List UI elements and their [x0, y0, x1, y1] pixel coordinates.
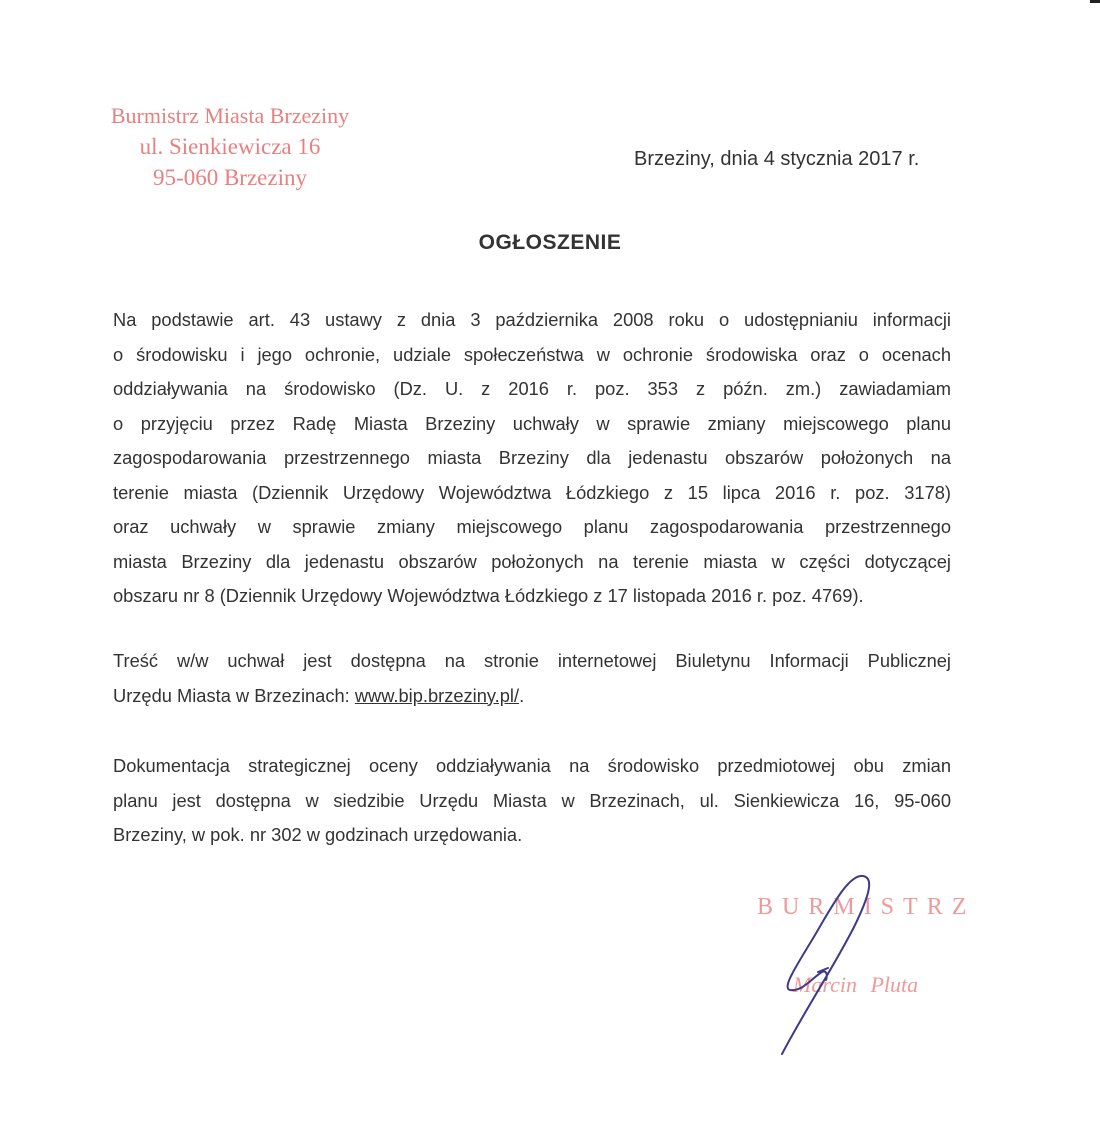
paragraph-documentation	[113, 749, 951, 853]
text-line: oraz uchwały w sprawie zmiany miejscowego planu zagospodarowania przestrzennego	[113, 516, 951, 537]
text-line: Na podstawie art. 43 ustawy z dnia 3 października 2008 roku o udostępnianiu informacji	[113, 309, 951, 330]
text-line: o środowisku i jego ochronie, udziale społeczeństwa w ochronie środowiska oraz o ocenach	[113, 343, 951, 365]
paragraph-announcement	[113, 303, 951, 614]
bip-website-link[interactable]: www.bip.brzeziny.pl/	[354, 684, 520, 706]
signature-stroke	[782, 876, 869, 1054]
text-line: Dokumentacja strategicznej oceny oddziaływania na środowisko przedmiotowej obu zmian	[113, 755, 951, 776]
office-address-stamp	[100, 100, 360, 193]
paragraph-availability	[113, 644, 951, 713]
stamp-office-name: Burmistrz Miasta Brzeziny	[110, 103, 350, 128]
text-line: zagospodarowania przestrzennego miasta Brzeziny dla jedenastu obszarów położonych na	[113, 447, 951, 468]
text-line: miasta Brzeziny dla jedenastu obszarów położonych na terenie miasta w części dotyczącej	[113, 550, 951, 572]
scan-artifact	[1090, 0, 1100, 3]
text-line: obszaru nr 8 (Dziennik Urzędowy Województwa Łódzkiego z 17 listopada 2016 r. poz. 4769).	[113, 585, 864, 606]
text-line: oddziaływania na środowisko (Dz. U. z 2016 r. poz. 353 z późn. zm.) zawiadamiam	[113, 378, 951, 399]
text-line: Brzeziny, w pok. nr 302 w godzinach urzędowania.	[113, 824, 523, 845]
text-line: terenie miasta (Dziennik Urzędowy Województwa Łódzkiego z 15 lipca 2016 r. poz. 3178)	[113, 481, 951, 503]
stamp-postal-city: 95-060 Brzeziny	[153, 165, 307, 190]
signature-stamp-name: Marcin Pluta	[793, 972, 919, 997]
text-fragment: .	[519, 684, 525, 706]
text-line: planu jest dostępna w siedzibie Urzędu Miasta w Brzezinach, ul. Sienkiewicza 16, 95-060	[113, 789, 951, 811]
document-title: OGŁOSZENIE	[478, 231, 622, 254]
handwritten-signature	[760, 870, 900, 1060]
signature-stamp-title: BURMISTRZ	[757, 894, 976, 920]
text-line: Treść w/w uchwał jest dostępna na stronie internetowej Biuletynu Informacji Publicznej	[113, 650, 951, 671]
document-date: Brzeziny, dnia 4 stycznia 2017 r.	[634, 148, 920, 170]
text-line: o przyjęciu przez Radę Miasta Brzeziny uchwały w sprawie zmiany miejscowego planu	[113, 412, 951, 434]
text-line	[113, 679, 951, 714]
text-fragment: Urzędu Miasta w Brzezinach:	[113, 684, 355, 706]
stamp-street: ul. Sienkiewicza 16	[139, 134, 321, 159]
